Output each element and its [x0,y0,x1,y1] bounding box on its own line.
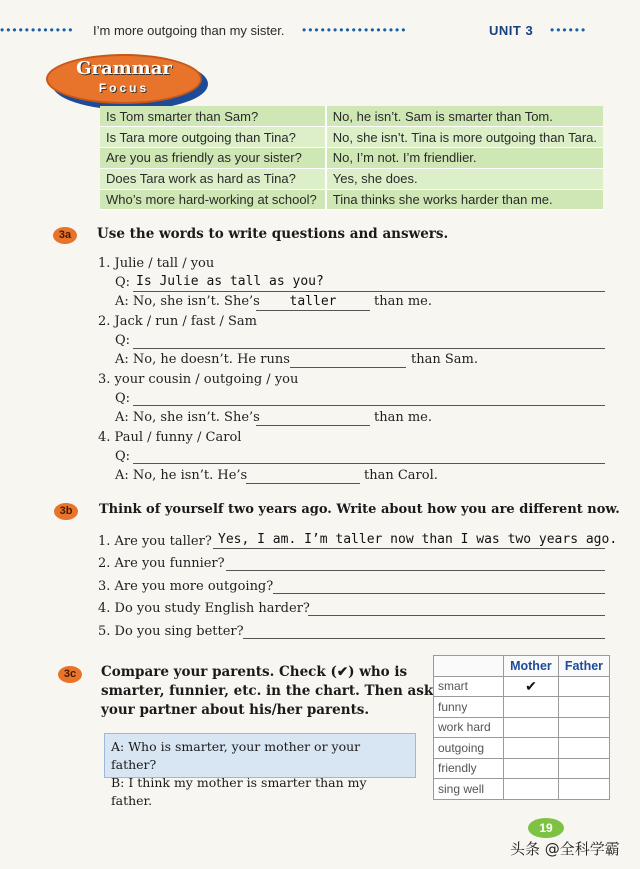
exercise-3b-answer-1: Yes, I am. I’m taller now than I was two years ago. [218,532,618,547]
chart-cell-father[interactable] [558,758,609,779]
chart-cell-mother[interactable] [504,717,559,738]
dialog-line-a: A: Who is smarter, your mother or your father? [111,739,361,772]
section-3b-instruction: Think of yourself two years ago. Write about how you are different now. [99,502,620,517]
exercise-3b-line-5[interactable] [243,638,605,639]
parents-comparison-chart [433,655,610,800]
section-3c-instruction-line-2: smarter, funnier, etc. in the chart. Then ask [101,683,434,699]
exercise-3a-a-end-1: than me. [374,294,433,309]
exercise-3a-prompt-3: 3. your cousin / outgoing / you [98,372,299,387]
section-3a-badge: 3a [53,227,77,244]
exercise-3b-question-4: 4. Do you study English harder? [98,601,310,616]
header-dots-left: •••••••••••• [0,23,75,37]
grammar-question: Is Tara more outgoing than Tina? [100,127,326,148]
page-header-title: I’m more outgoing than my sister. [93,23,285,38]
table-row [434,779,610,800]
grammar-focus-table [100,106,603,210]
exercise-3a-prompt-4: 4. Paul / funny / Carol [98,430,242,445]
table-row [434,676,610,697]
example-dialog-box [104,733,416,808]
chart-cell-father[interactable] [558,779,609,800]
chart-cell-mother[interactable] [504,697,559,718]
exercise-3b-line-1[interactable] [213,548,605,549]
chart-row-label: work hard [434,717,504,738]
exercise-3b-question-5: 5. Do you sing better? [98,624,244,639]
table-row [434,758,610,779]
chart-cell-mother[interactable]: ✔ [504,676,559,697]
chart-cell-mother[interactable] [504,779,559,800]
grammar-answer: Yes, she does. [326,168,603,189]
exercise-3a-q-label-3: Q: [115,391,131,406]
table-row [100,189,603,210]
exercise-3a-a-start-1: A: No, she isn’t. She’s [115,294,260,309]
chart-cell-mother[interactable] [504,758,559,779]
exercise-3a-a-blank-3[interactable] [256,425,370,426]
chart-cell-father[interactable] [558,676,609,697]
section-3c-badge: 3c [58,666,82,683]
table-row [434,717,610,738]
exercise-3b-line-2[interactable] [226,570,605,571]
exercise-3a-a-end-3: than me. [374,410,433,425]
chart-header-blank [434,656,504,677]
chart-cell-father[interactable] [558,717,609,738]
dialog-line-b: B: I think my mother is smarter than my father. [111,775,367,808]
exercise-3a-a-start-3: A: No, she isn’t. She’s [115,410,260,425]
exercise-3a-prompt-1: 1. Julie / tall / you [98,256,215,271]
grammar-question: Who’s more hard-working at school? [100,189,326,210]
header-dots-right: •••••• [550,23,588,37]
exercise-3b-line-3[interactable] [273,593,605,594]
section-3a-instruction: Use the words to write questions and answers. [97,226,449,242]
exercise-3a-q-label-2: Q: [115,333,131,348]
exercise-3a-q-line-2[interactable] [133,348,605,349]
exercise-3a-q-label-4: Q: [115,449,131,464]
chart-row-label: sing well [434,779,504,800]
exercise-3a-a-start-2: A: No, he doesn’t. He runs [115,352,290,367]
header-dots-middle: ••••••••••••••••• [302,23,408,37]
section-3c-instruction-line-1: Compare your parents. Check (✔) who is [101,664,408,680]
chart-row-label: outgoing [434,738,504,759]
section-3b-badge: 3b [54,503,78,520]
exercise-3a-a-end-2: than Sam. [411,352,478,367]
table-row [434,697,610,718]
exercise-3a-a-blank-4[interactable] [246,483,360,484]
grammar-focus-subtitle: Focus [98,81,150,95]
chart-row-label: smart [434,676,504,697]
exercise-3a-q-answer-1: Is Julie as tall as you? [136,274,324,289]
chart-cell-father[interactable] [558,738,609,759]
chart-header-row [434,656,610,677]
grammar-question: Does Tara work as hard as Tina? [100,168,326,189]
section-3c-instruction-line-3: your partner about his/her parents. [101,702,370,718]
chart-cell-mother[interactable] [504,738,559,759]
chart-row-label: friendly [434,758,504,779]
exercise-3b-line-4[interactable] [308,615,605,616]
chart-row-label: funny [434,697,504,718]
grammar-focus-title: Grammar [76,58,172,79]
exercise-3b-question-3: 3. Are you more outgoing? [98,579,274,594]
grammar-answer: No, she isn’t. Tina is more outgoing than Tara. [326,127,603,148]
exercise-3a-prompt-2: 2. Jack / run / fast / Sam [98,314,257,329]
exercise-3b-question-2: 2. Are you funnier? [98,556,225,571]
table-row [100,148,603,169]
grammar-answer: No, he isn’t. Sam is smarter than Tom. [326,106,603,127]
chart-header-father: Father [558,656,609,677]
table-row [100,168,603,189]
table-row [434,738,610,759]
table-row [100,127,603,148]
exercise-3a-a-start-4: A: No, he isn’t. He’s [115,468,248,483]
grammar-question: Are you as friendly as your sister? [100,148,326,169]
exercise-3a-a-blank-2[interactable] [290,367,406,368]
watermark-text: 头条 @全科学霸 [510,840,620,858]
exercise-3a-q-line-3[interactable] [133,405,605,406]
chart-header-mother: Mother [504,656,559,677]
exercise-3a-a-blank-1[interactable] [256,310,370,311]
grammar-question: Is Tom smarter than Sam? [100,106,326,127]
exercise-3a-a-end-4: than Carol. [364,468,438,483]
exercise-3a-q-label-1: Q: [115,275,131,290]
unit-label: UNIT 3 [489,23,534,38]
page-number: 19 [528,818,564,838]
exercise-3a-a-fill-1: taller [289,294,337,309]
exercise-3b-question-1: 1. Are you taller? [98,534,212,549]
table-row [100,106,603,127]
chart-cell-father[interactable] [558,697,609,718]
exercise-3a-q-line-1[interactable] [133,291,605,292]
exercise-3a-q-line-4[interactable] [133,463,605,464]
grammar-answer: No, I’m not. I’m friendlier. [326,148,603,169]
grammar-answer: Tina thinks she works harder than me. [326,189,603,210]
